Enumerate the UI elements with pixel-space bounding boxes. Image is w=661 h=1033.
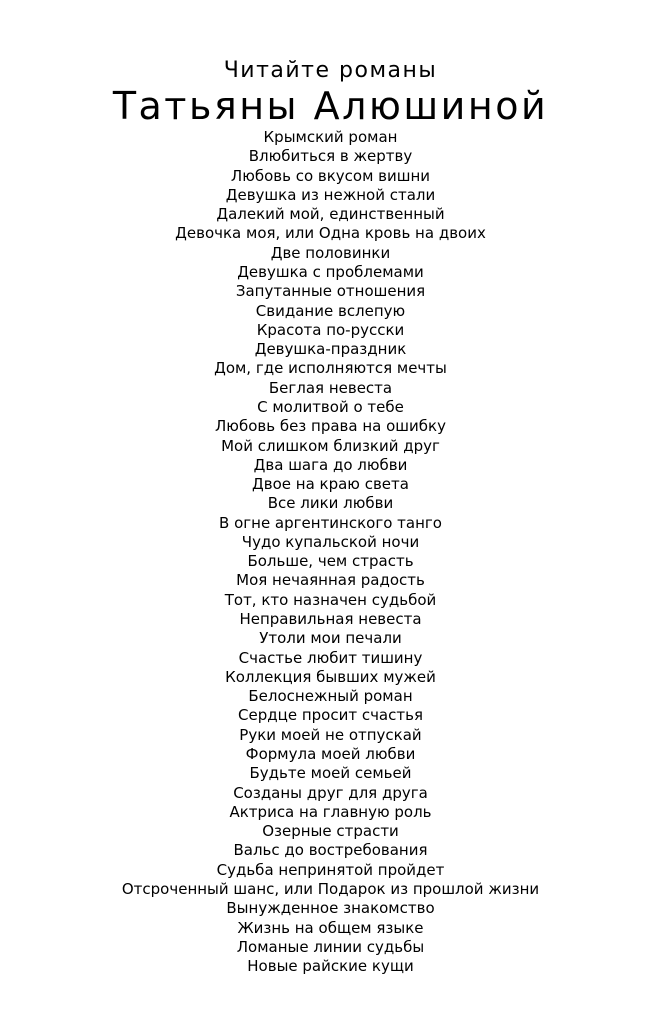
book-title-item: Коллекция бывших мужей xyxy=(225,667,436,686)
book-title-item: Влюбиться в жертву xyxy=(248,147,413,166)
book-titles-list xyxy=(0,128,661,976)
book-title-item: Жизнь на общем языке xyxy=(237,918,424,937)
book-title-item: Крымский роман xyxy=(263,128,398,146)
book-title-item: Два шага до любви xyxy=(253,455,408,474)
book-title-item: Будьте моей семьей xyxy=(249,764,412,783)
book-title-item: Вальс до востребования xyxy=(233,841,428,860)
book-title-item: Озерные страсти xyxy=(262,822,399,841)
book-title-item: В огне аргентинского танго xyxy=(219,513,442,532)
book-title-item: Счастье любит тишину xyxy=(238,648,423,667)
book-title-item: Новые райские кущи xyxy=(247,957,414,976)
book-title-item: Ломаные линии судьбы xyxy=(236,937,425,956)
book-title-item: Свидание вслепую xyxy=(255,301,406,320)
book-title-item: Актриса на главную роль xyxy=(229,802,432,821)
book-title-item: Любовь без права на ошибку xyxy=(215,417,446,436)
book-title-item: Красота по-русски xyxy=(256,320,405,339)
book-title-item: Сердце просит счастья xyxy=(238,706,423,725)
book-title-item: Девочка моя, или Одна кровь на двоих xyxy=(175,224,486,243)
page-subtitle: Читайте романы xyxy=(223,58,438,83)
book-title-item: Беглая невеста xyxy=(268,378,393,397)
book-title-item: Любовь со вкусом вишни xyxy=(230,166,431,185)
book-title-item: Тот, кто назначен судьбой xyxy=(224,590,437,609)
book-title-item: Отсроченный шанс, или Подарок из прошлой жизни xyxy=(121,879,540,898)
book-title-item: Девушка с проблемами xyxy=(237,262,424,281)
book-title-item: Судьба непринятой пройдет xyxy=(216,860,445,879)
book-title-item: Созданы друг для друга xyxy=(233,783,428,802)
book-title-item: Две половинки xyxy=(270,243,391,262)
book-title-item: Вынужденное знакомство xyxy=(226,899,435,918)
book-title-item: Больше, чем страсть xyxy=(247,552,414,571)
book-title-item: Девушка из нежной стали xyxy=(225,185,436,204)
book-title-item: Двое на краю света xyxy=(252,475,409,494)
book-title-item: Чудо купальской ночи xyxy=(241,532,420,551)
book-title-item: Неправильная невеста xyxy=(239,610,422,629)
author-title: Татьяны Алюшиной xyxy=(112,84,549,128)
book-title-item: Белоснежный роман xyxy=(248,687,413,706)
book-title-item: Дом, где исполняются мечты xyxy=(214,359,447,378)
book-title-item: Запутанные отношения xyxy=(235,282,426,301)
book-title-item: Формула моей любви xyxy=(245,745,416,763)
book-title-item: Далекий мой, единственный xyxy=(216,205,445,224)
book-title-item: Мой слишком близкий друг xyxy=(221,436,440,455)
book-title-item: Все лики любви xyxy=(267,494,394,513)
book-title-item: Девушка-праздник xyxy=(254,340,407,359)
book-title-item: С молитвой о тебе xyxy=(257,397,404,416)
book-title-item: Утоли мои печали xyxy=(259,629,402,648)
book-title-item: Моя нечаянная радость xyxy=(236,571,425,590)
book-title-item: Руки моей не отпускай xyxy=(239,725,422,744)
